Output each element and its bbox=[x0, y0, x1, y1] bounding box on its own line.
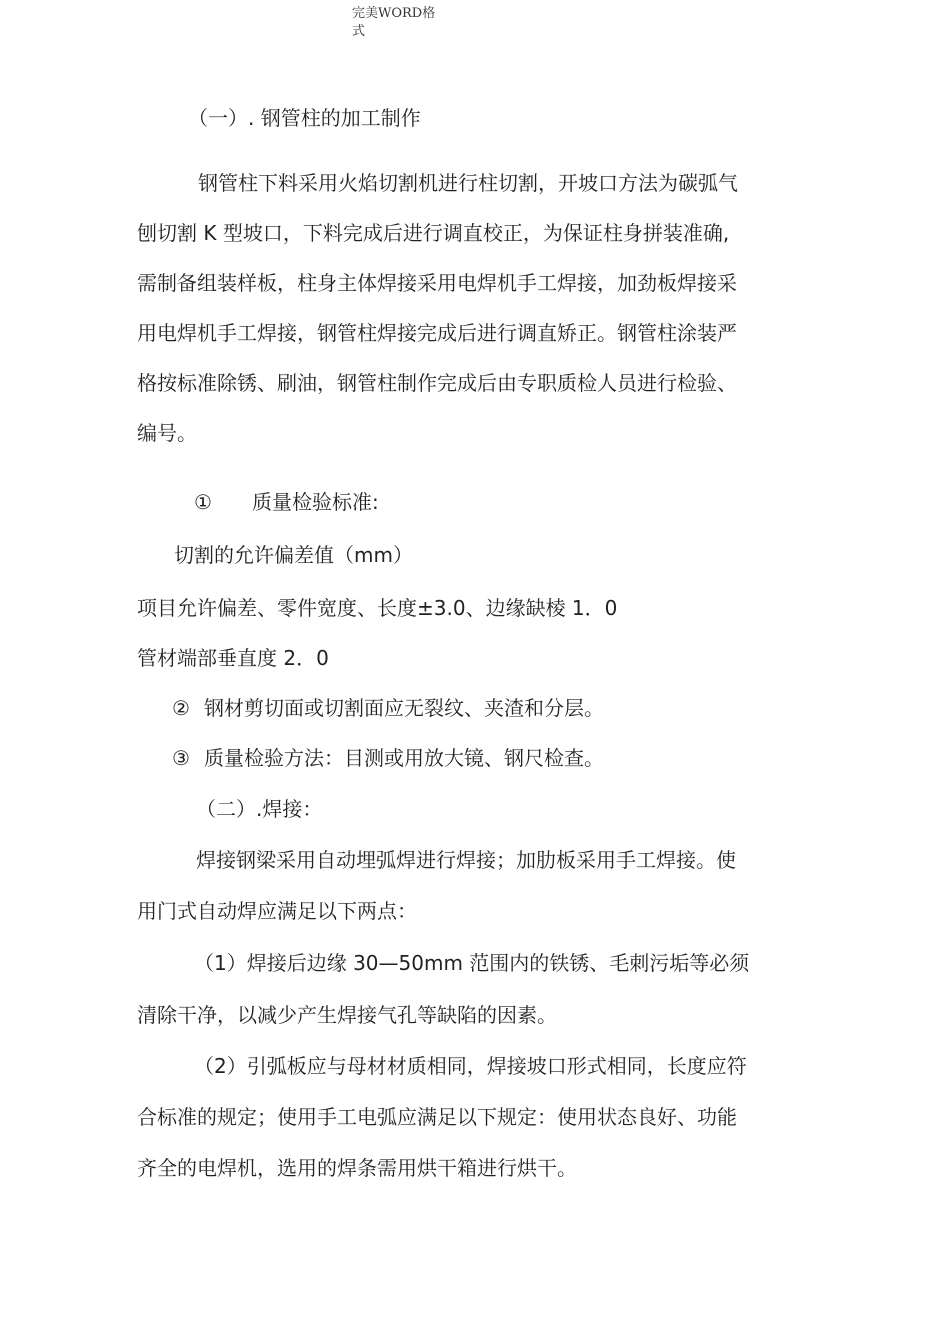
section-2-intro-line: 焊接钢梁采用自动埋弧焊进行焊接；加肋板采用手工焊接。使 bbox=[196, 848, 736, 872]
section-1-paragraph-line: 格按标准除锈、刷油，钢管柱制作完成后由专职质检人员进行检验、 bbox=[137, 371, 737, 395]
section-1-title: （一）. 钢管柱的加工制作 bbox=[188, 106, 421, 130]
section-2-title: （二）.焊接： bbox=[196, 797, 323, 821]
tolerance-row: 管材端部垂直度 2．0 bbox=[137, 646, 329, 670]
quality-item-2 bbox=[172, 693, 604, 723]
item-marker-3: ③ bbox=[172, 746, 190, 770]
quality-standard-item bbox=[194, 487, 379, 517]
quality-item-3 bbox=[172, 743, 604, 773]
section-1-paragraph-line: 需制备组装样板，柱身主体焊接采用电焊机手工焊接，加劲板焊接采 bbox=[137, 271, 737, 295]
header-line-1: 完美WORD格 bbox=[352, 6, 436, 21]
page-header bbox=[352, 5, 462, 41]
welding-point-2-line: 齐全的电焊机，选用的焊条需用烘干箱进行烘干。 bbox=[137, 1156, 577, 1180]
welding-point-2-line: （2）引弧板应与母材材质相同，焊接坡口形式相同，长度应符 bbox=[194, 1054, 747, 1078]
quality-item-3-text: 质量检验方法：目测或用放大镜、钢尺检查。 bbox=[204, 746, 604, 770]
section-2-intro-line: 用门式自动焊应满足以下两点： bbox=[137, 899, 417, 923]
item-marker-2: ② bbox=[172, 696, 190, 720]
quality-standard-label: 质量检验标准: bbox=[252, 490, 379, 514]
header-line-2: 式 bbox=[352, 24, 366, 39]
item-marker-1: ① bbox=[194, 490, 212, 514]
quality-item-2-text: 钢材剪切面或切割面应无裂纹、夹渣和分层。 bbox=[204, 696, 604, 720]
section-1-paragraph-line: 编号。 bbox=[137, 421, 197, 445]
welding-point-2-line: 合标准的规定；使用手工电弧应满足以下规定：使用状态良好、功能 bbox=[137, 1105, 737, 1129]
welding-point-1-line: （1）焊接后边缘 30—50mm 范围内的铁锈、毛刺污垢等必须 bbox=[194, 951, 750, 975]
section-1-paragraph-line: 钢管柱下料采用火焰切割机进行柱切割，开坡口方法为碳弧气 bbox=[198, 171, 738, 195]
welding-point-1-line: 清除干净，以减少产生焊接气孔等缺陷的因素。 bbox=[137, 1003, 557, 1027]
section-1-paragraph-line: 用电焊机手工焊接，钢管柱焊接完成后进行调直矫正。钢管柱涂装严 bbox=[137, 321, 737, 345]
cut-tolerance-title: 切割的允许偏差值（mm） bbox=[174, 543, 413, 567]
section-1-paragraph-line: 刨切割 K 型坡口，下料完成后进行调直校正，为保证柱身拼装准确, bbox=[137, 221, 730, 245]
tolerance-row: 项目允许偏差、零件宽度、长度±3.0、边缘缺棱 1．0 bbox=[137, 596, 618, 620]
